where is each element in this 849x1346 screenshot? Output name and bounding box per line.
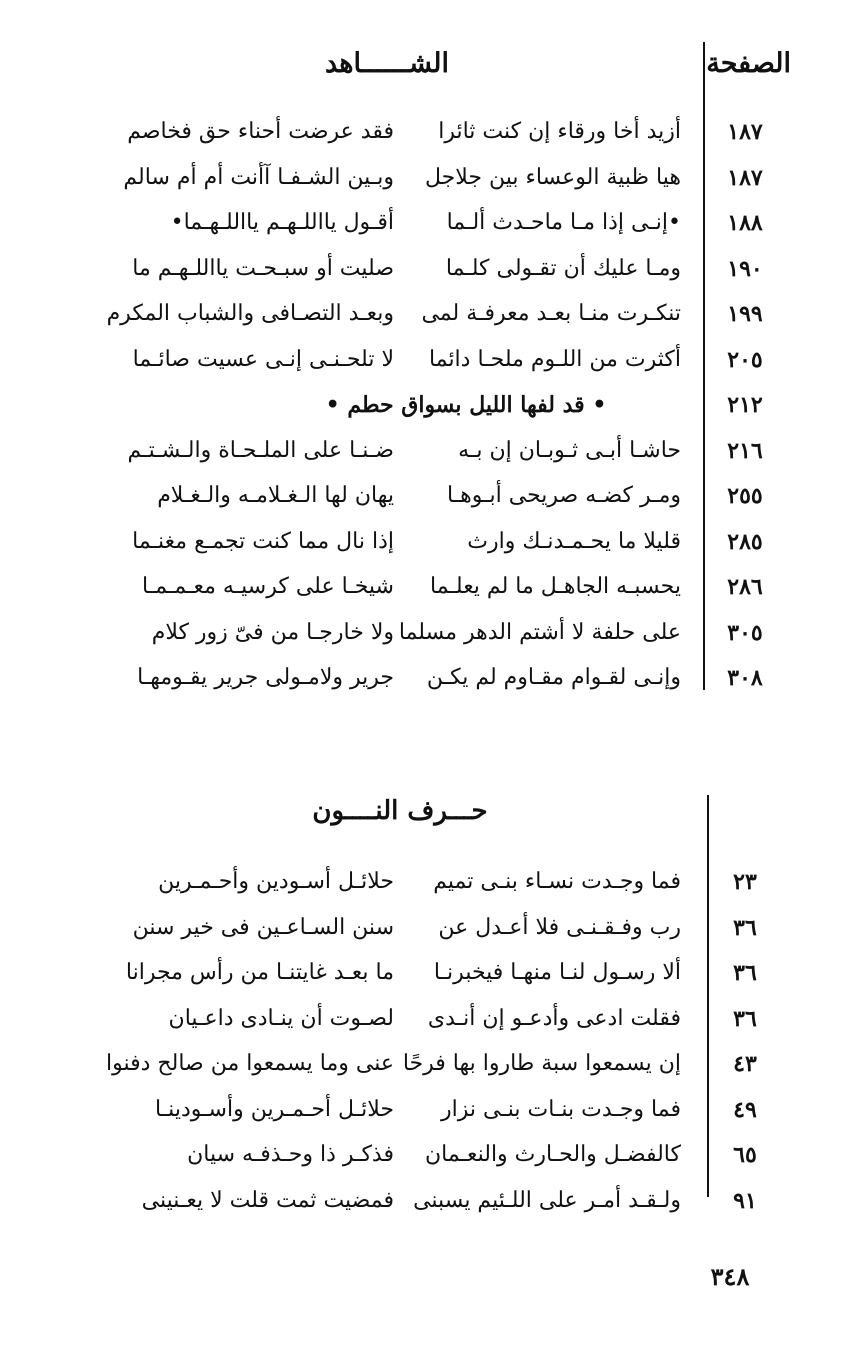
verse-row <box>0 476 849 516</box>
verse-second-hemistich: إذا نال مما كنت تجمـع مغنـما <box>132 528 394 554</box>
page-ref: ١٨٨ <box>727 210 763 236</box>
verse-second-hemistich: لا تلحـنـى إنـى عسيت صائـما <box>132 346 394 372</box>
page-number: ٣٤٨ <box>710 1262 750 1291</box>
verse-second-hemistich: وبـين الشـفـا آأنت أم أم سالم <box>123 164 394 190</box>
verse-row <box>0 203 849 243</box>
page-ref: ٤٣ <box>733 1051 757 1077</box>
verse-first-hemistich: وإنـى لقـوام مقـاوم لم يكـن <box>426 665 681 690</box>
verse-column-header: الشــــــاهد <box>325 48 449 79</box>
page-ref: ٢٣ <box>733 869 757 895</box>
verse-row <box>0 567 849 607</box>
verse-first-hemistich: ومـا عليك أن تقـولى كلـما <box>445 255 681 281</box>
verse-first-hemistich: فما وجـدت بنـات بنـى نزار <box>440 1096 681 1122</box>
verse-row <box>0 999 849 1039</box>
verse-second-hemistich: حلائـل أحـمـرين وأسـودينـا <box>155 1096 394 1122</box>
verse-row <box>0 1044 849 1084</box>
page-ref: ٢١٢ <box>727 392 763 418</box>
verse-first-hemistich: قليلا ما يحـمـدنـك وارث <box>467 528 681 554</box>
page-ref: ١٩٠ <box>727 255 763 282</box>
verse-row <box>0 112 849 152</box>
verse-second-hemistich: فمضيت ثمت قلت لا يعـنينى <box>141 1187 394 1213</box>
verse-first-hemistich: يحسبـه الجاهـل ما لم يعلـما <box>430 574 681 599</box>
verse-row <box>0 158 849 198</box>
verse-row <box>0 908 849 948</box>
verse-second-hemistich: وبعـد التصـافى والشباب المكرم <box>106 301 394 326</box>
verse-first-hemistich: ألا رسـول لنـا منهـا فيخبرنـا <box>433 960 681 985</box>
verse-first-hemistich: هيا ظبية الوعساء بين جلاجل <box>425 164 681 190</box>
verse-second-hemistich: فقد عرضت أحناء حق فخاصم <box>127 119 394 144</box>
verse-first-hemistich: على حلفة لا أشتم الدهر مسلما <box>398 619 681 645</box>
verse-row <box>0 953 849 993</box>
verse-row <box>0 1135 849 1175</box>
section-title: حـــرف النــــون <box>312 796 488 826</box>
verse-row <box>0 613 849 653</box>
verse-first-hemistich: •إنـى إذا مـا ماحـدث ألـما <box>446 210 681 235</box>
verse-second-hemistich: شيخـا على كرسيـه معـمـمـا <box>142 574 394 599</box>
verse-second-hemistich: حلائـل أسـودين وأحـمـرين <box>158 869 394 894</box>
page-ref: ١٨٧ <box>727 119 763 145</box>
page-ref: ٣٦ <box>733 1005 757 1032</box>
verse-fragment: • قد لفها الليل بسواق حطم • <box>325 392 607 418</box>
page-ref: ٩١ <box>733 1187 757 1214</box>
page-ref: ١٩٩ <box>727 301 763 327</box>
page-ref: ٣٦ <box>733 914 757 941</box>
verse-row <box>0 294 849 334</box>
page-ref: ١٨٧ <box>727 164 763 191</box>
verse-first-hemistich: تنكـرت منـا بعـد معرفـة لمى <box>421 301 681 326</box>
verse-row <box>0 862 849 902</box>
page-ref: ٢٠٥ <box>727 346 763 373</box>
verse-second-hemistich: يهان لها الـغـلامـه والـغـلام <box>157 483 394 508</box>
page-ref: ٢٨٦ <box>727 574 763 600</box>
verse-row <box>0 658 849 698</box>
verse-first-hemistich: فقلت ادعى وأدعـو إن أنـدى <box>427 1005 681 1031</box>
page-ref: ٢٨٥ <box>727 528 763 555</box>
page-ref: ٣٦ <box>733 960 757 986</box>
page-ref: ٢٥٥ <box>727 483 763 509</box>
verse-second-hemistich: ضـنـا على الملـحـاة والـشـتـم <box>127 437 394 463</box>
verse-second-hemistich: فذكـر ذا وحـذفـه سيان <box>187 1142 394 1167</box>
verse-first-hemistich: فما وجـدت نسـاء بنـى تميم <box>433 869 681 894</box>
verse-first-hemistich: إن يسمعوا سبة طاروا بها فرحًا <box>402 1051 681 1076</box>
verse-second-hemistich: جرير ولامـولى جرير يقـومهـا <box>137 665 394 690</box>
verse-first-hemistich: حاشـا أبـى ثـوبـان إن بـه <box>458 437 681 463</box>
verse-first-hemistich: أزيد أخا ورقاء إن كنت ثائرا <box>438 119 681 144</box>
page-ref: ٣٠٨ <box>727 665 763 691</box>
page-ref: ٤٩ <box>733 1096 757 1123</box>
page-column-header: الصفحة <box>706 48 791 79</box>
verse-first-hemistich: ومـر كضـه صريحى أبـوهـا <box>446 483 681 508</box>
verse-row <box>0 385 849 425</box>
verse-row <box>0 249 849 289</box>
verse-row <box>0 1181 849 1221</box>
page-ref: ٢١٦ <box>727 437 763 464</box>
verse-second-hemistich: ولا خارجـا من فىّ زور كلام <box>151 619 394 645</box>
page-ref: ٦٥ <box>733 1142 757 1168</box>
verse-row <box>0 340 849 380</box>
verse-row <box>0 522 849 562</box>
verse-first-hemistich: أكثرت من اللـوم ملحـا دائما <box>429 346 681 372</box>
verse-first-hemistich: ولـقـد أمـر على اللـئيم يسبنى <box>413 1187 681 1213</box>
verse-second-hemistich: صليت أو سبـحـت يااللـهـم ما <box>132 255 394 281</box>
verse-row <box>0 1090 849 1130</box>
page-ref: ٣٠٥ <box>727 619 763 646</box>
verse-first-hemistich: كالفضـل والحـارث والنعـمان <box>424 1142 681 1167</box>
verse-row <box>0 431 849 471</box>
verse-second-hemistich: أقـول يااللـهـم يااللـهـما• <box>170 210 394 235</box>
verse-second-hemistich: عنى وما يسمعوا من صالح دفنوا <box>106 1051 394 1076</box>
verse-second-hemistich: لصـوت أن ينـادى داعـيان <box>168 1005 394 1031</box>
verse-second-hemistich: ما بعـد غايتنـا من رأس مجرانا <box>125 960 394 985</box>
verse-first-hemistich: رب وفـقـنـى فلا أعـدل عن <box>438 914 681 940</box>
verse-second-hemistich: سنن السـاعـين فى خير سنن <box>132 914 394 940</box>
